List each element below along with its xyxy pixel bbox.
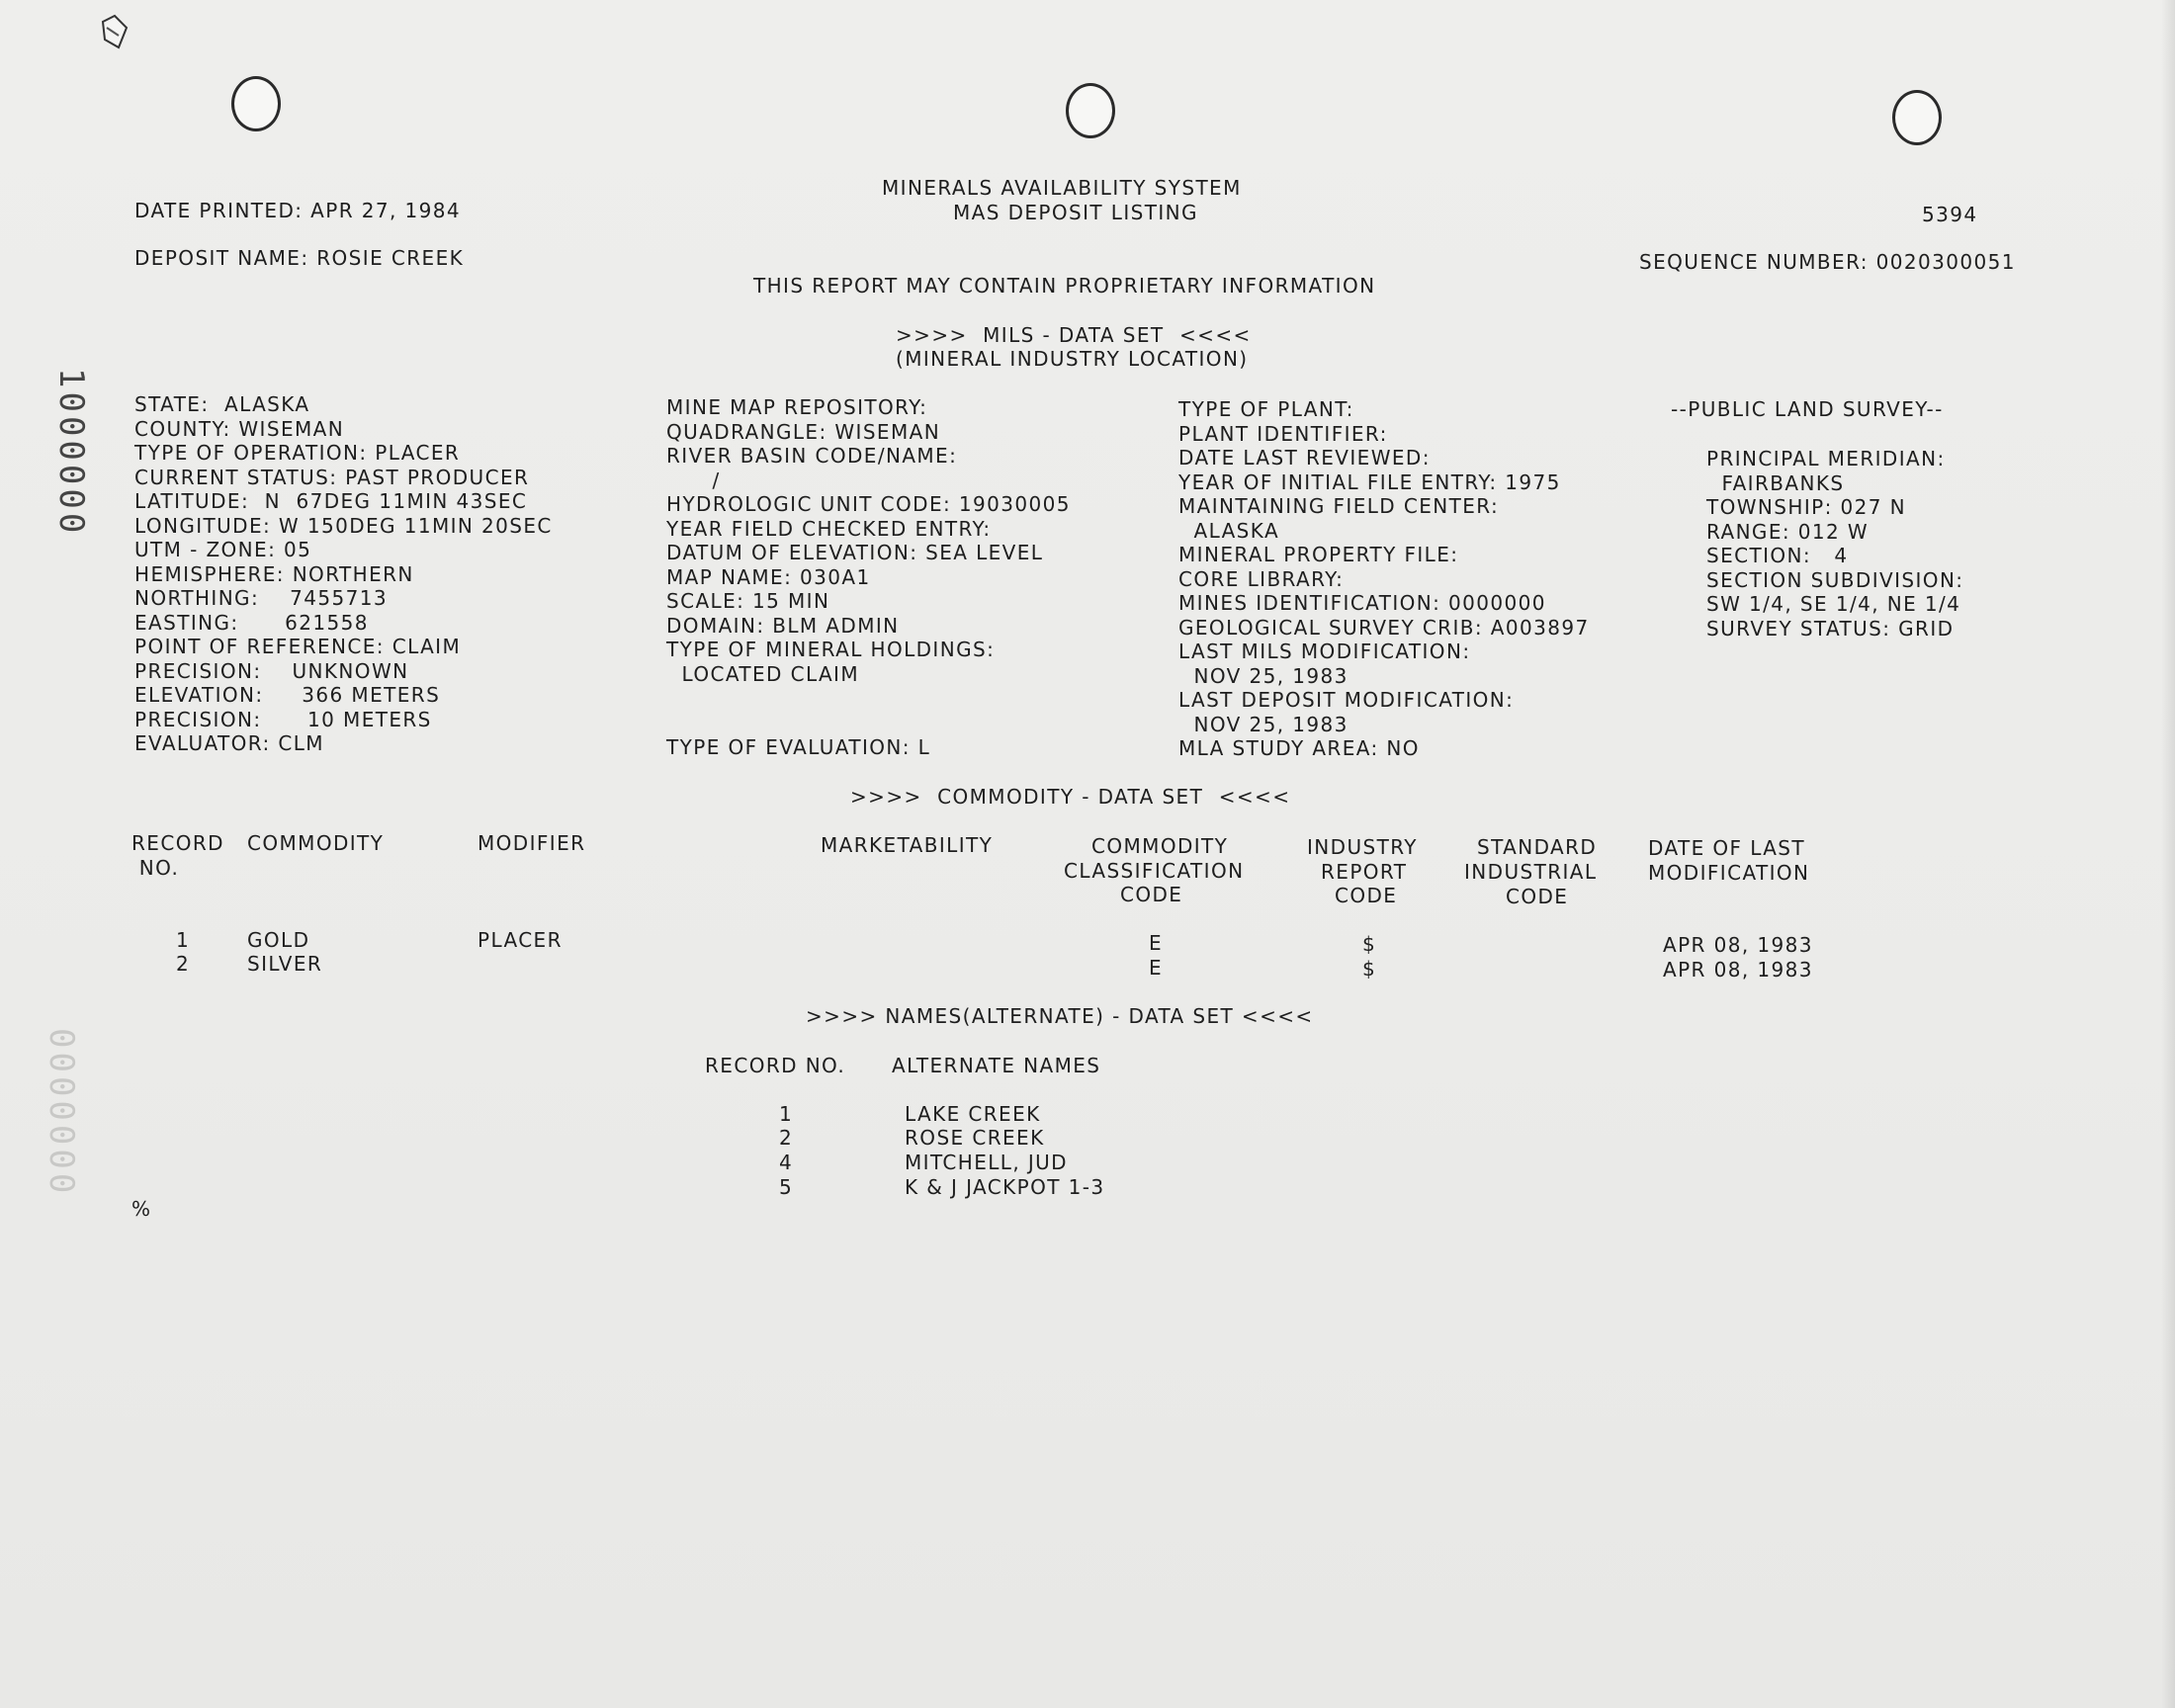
header-industry: INDUSTRY bbox=[1307, 835, 1418, 859]
mils-field: TYPE OF MINERAL HOLDINGS: bbox=[666, 638, 996, 661]
alternate-name: MITCHELL, JUD bbox=[905, 1151, 1068, 1174]
cell-commodity: GOLD bbox=[247, 928, 310, 952]
header-industry: REPORT bbox=[1321, 860, 1408, 884]
mils-field: MINES IDENTIFICATION: 0000000 bbox=[1178, 591, 1546, 615]
mils-field: POINT OF REFERENCE: CLAIM bbox=[134, 635, 462, 658]
mils-field: NORTHING: 7455713 bbox=[134, 586, 388, 610]
mils-field: TYPE OF PLANT: bbox=[1178, 397, 1354, 421]
mils-field: FAIRBANKS bbox=[1706, 470, 1845, 495]
mils-field: SECTION: 4 bbox=[1706, 544, 1849, 567]
sequence-number: SEQUENCE NUMBER: 0020300051 bbox=[1639, 250, 2016, 274]
names-heading: >>>> NAMES(ALTERNATE) - DATA SET <<<< bbox=[806, 1004, 1314, 1028]
names-header-alternate: ALTERNATE NAMES bbox=[892, 1054, 1101, 1077]
header-record: NO. bbox=[131, 856, 180, 880]
alternate-name: K & J JACKPOT 1-3 bbox=[905, 1175, 1105, 1199]
mils-field: RIVER BASIN CODE/NAME: bbox=[666, 444, 958, 468]
mils-subheading: (MINERAL INDUSTRY LOCATION) bbox=[896, 347, 1249, 371]
public-land-survey-heading: --PUBLIC LAND SURVEY-- bbox=[1671, 397, 1944, 421]
mils-field: MAINTAINING FIELD CENTER: bbox=[1178, 494, 1500, 518]
header-sic: STANDARD bbox=[1477, 835, 1598, 859]
mils-field: TYPE OF EVALUATION: L bbox=[666, 735, 931, 759]
name-record-no: 1 bbox=[779, 1102, 794, 1126]
header-marketability: MARKETABILITY bbox=[821, 833, 994, 857]
page-number: 5394 bbox=[1922, 203, 1978, 226]
mils-field: HYDROLOGIC UNIT CODE: 19030005 bbox=[666, 492, 1071, 516]
margin-stamp-top: 1000000 bbox=[51, 368, 91, 538]
cell-record-no: 2 bbox=[176, 952, 191, 976]
mils-field: STATE: ALASKA bbox=[134, 392, 310, 416]
cell-record-no: 1 bbox=[176, 928, 191, 952]
mils-field: QUADRANGLE: WISEMAN bbox=[666, 419, 941, 444]
mils-field: LAST MILS MODIFICATION: bbox=[1178, 640, 1471, 663]
folded-corner-mark bbox=[97, 14, 132, 53]
footer-mark: % bbox=[131, 1197, 152, 1221]
mils-field: NOV 25, 1983 bbox=[1178, 663, 1348, 688]
mils-field: TOWNSHIP: 027 N bbox=[1706, 495, 1906, 519]
name-record-no: 5 bbox=[779, 1175, 794, 1199]
header-modifier: MODIFIER bbox=[478, 831, 586, 855]
mils-field: PRINCIPAL MERIDIAN: bbox=[1706, 447, 1946, 470]
mils-field: CURRENT STATUS: PAST PRODUCER bbox=[134, 465, 530, 489]
mils-field: SECTION SUBDIVISION: bbox=[1706, 567, 1964, 592]
header-last-modification: MODIFICATION bbox=[1648, 861, 1810, 885]
name-record-no: 4 bbox=[779, 1151, 794, 1174]
mils-field: LOCATED CLAIM bbox=[666, 661, 859, 686]
mils-field: SW 1/4, SE 1/4, NE 1/4 bbox=[1706, 592, 1961, 616]
binder-hole-right bbox=[1892, 90, 1942, 145]
mils-field: MINERAL PROPERTY FILE: bbox=[1178, 543, 1459, 566]
mils-field: MINE MAP REPOSITORY: bbox=[666, 395, 928, 419]
margin-stamp-bottom: 0000000 bbox=[42, 1028, 81, 1198]
mils-field: EASTING: 621558 bbox=[134, 610, 369, 635]
header-sic: CODE bbox=[1506, 885, 1569, 908]
alternate-name: LAKE CREEK bbox=[905, 1102, 1041, 1126]
mils-field: PRECISION: UNKNOWN bbox=[134, 658, 409, 683]
cell-classification-code: E bbox=[1149, 956, 1164, 980]
mils-field: DOMAIN: BLM ADMIN bbox=[666, 613, 900, 638]
mils-field: ALASKA bbox=[1178, 518, 1280, 543]
mils-field: TYPE OF OPERATION: PLACER bbox=[134, 441, 461, 465]
mils-field: COUNTY: WISEMAN bbox=[134, 416, 345, 441]
header-industry: CODE bbox=[1335, 884, 1398, 907]
header-sic: INDUSTRIAL bbox=[1464, 860, 1598, 884]
mils-field: PLANT IDENTIFIER: bbox=[1178, 421, 1388, 446]
mils-field: PRECISION: 10 METERS bbox=[134, 707, 432, 731]
mils-field: SCALE: 15 MIN bbox=[666, 589, 830, 613]
mils-field: ELEVATION: 366 METERS bbox=[134, 683, 441, 707]
commodity-heading: >>>> COMMODITY - DATA SET <<<< bbox=[850, 785, 1291, 809]
names-header-record: RECORD NO. bbox=[705, 1054, 846, 1077]
mils-field: LAST DEPOSIT MODIFICATION: bbox=[1178, 688, 1515, 712]
header-last-modification: DATE OF LAST bbox=[1648, 836, 1805, 860]
proprietary-notice: THIS REPORT MAY CONTAIN PROPRIETARY INFORMATION bbox=[753, 274, 1376, 298]
binder-hole-left bbox=[231, 76, 281, 131]
header-record: RECORD bbox=[131, 831, 224, 855]
mils-field: CORE LIBRARY: bbox=[1178, 566, 1345, 591]
deposit-name: DEPOSIT NAME: ROSIE CREEK bbox=[134, 246, 465, 270]
cell-industry-code: $ bbox=[1362, 932, 1377, 956]
cell-last-modification: APR 08, 1983 bbox=[1663, 958, 1813, 982]
mils-field: NOV 25, 1983 bbox=[1178, 712, 1348, 736]
date-printed: DATE PRINTED: APR 27, 1984 bbox=[134, 199, 462, 222]
cell-commodity: SILVER bbox=[247, 952, 323, 976]
mils-field: LATITUDE: N 67DEG 11MIN 43SEC bbox=[134, 489, 528, 513]
header-classification: CODE bbox=[1120, 883, 1183, 906]
mils-field: DATUM OF ELEVATION: SEA LEVEL bbox=[666, 541, 1044, 564]
alternate-name: ROSE CREEK bbox=[905, 1126, 1045, 1150]
cell-classification-code: E bbox=[1149, 931, 1164, 955]
header-classification: CLASSIFICATION bbox=[1064, 859, 1245, 883]
header-classification: COMMODITY bbox=[1091, 834, 1229, 858]
mils-field: LONGITUDE: W 150DEG 11MIN 20SEC bbox=[134, 513, 553, 538]
cell-industry-code: $ bbox=[1362, 957, 1377, 981]
mils-field: MAP NAME: 030A1 bbox=[666, 564, 871, 589]
header-commodity: COMMODITY bbox=[247, 831, 385, 855]
page-edge-shadow bbox=[2161, 0, 2175, 1708]
mils-field: HEMISPHERE: NORTHERN bbox=[134, 561, 414, 586]
mils-heading: >>>> MILS - DATA SET <<<< bbox=[896, 323, 1252, 347]
name-record-no: 2 bbox=[779, 1126, 794, 1150]
mils-field: GEOLOGICAL SURVEY CRIB: A003897 bbox=[1178, 615, 1590, 640]
mils-field: YEAR FIELD CHECKED ENTRY: bbox=[666, 516, 992, 541]
mils-field: SURVEY STATUS: GRID bbox=[1706, 616, 1955, 640]
system-title: MINERALS AVAILABILITY SYSTEM bbox=[882, 176, 1242, 200]
mils-field: RANGE: 012 W bbox=[1706, 519, 1870, 544]
mils-field: DATE LAST REVIEWED: bbox=[1178, 446, 1431, 470]
mils-field: MLA STUDY AREA: NO bbox=[1178, 736, 1420, 760]
mils-field: UTM - ZONE: 05 bbox=[134, 538, 312, 561]
cell-last-modification: APR 08, 1983 bbox=[1663, 933, 1813, 957]
mils-field: YEAR OF INITIAL FILE ENTRY: 1975 bbox=[1178, 470, 1561, 494]
binder-hole-center bbox=[1066, 83, 1115, 138]
mils-field: EVALUATOR: CLM bbox=[134, 731, 324, 755]
listing-title: MAS DEPOSIT LISTING bbox=[953, 201, 1198, 224]
mils-field: / bbox=[666, 468, 721, 492]
cell-modifier: PLACER bbox=[478, 928, 563, 952]
